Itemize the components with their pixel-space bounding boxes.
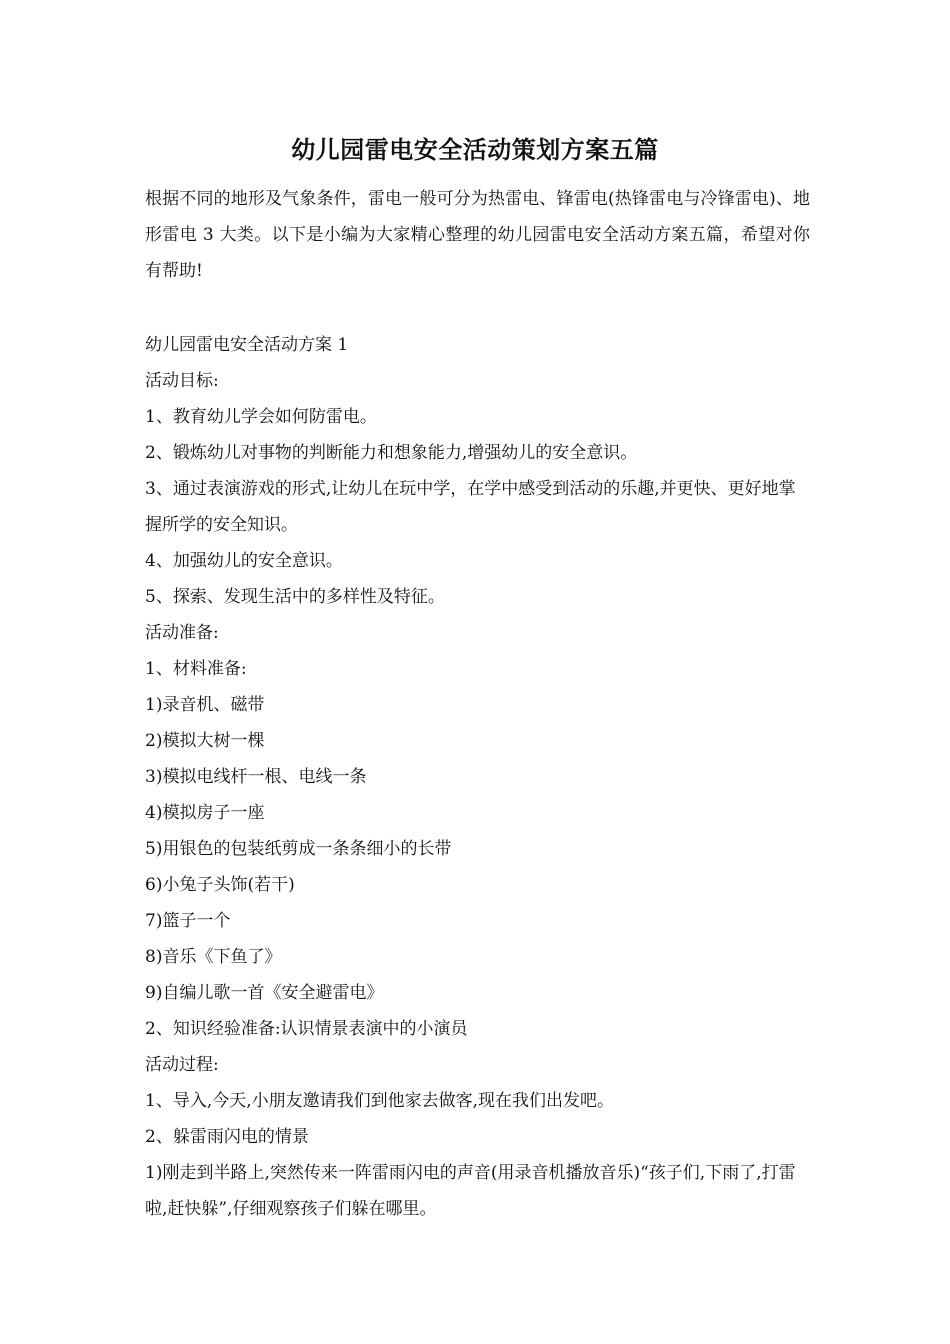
list-item: 8)音乐《下鱼了》 bbox=[145, 947, 282, 967]
list-item: 2、知识经验准备:认识情景表演中的小演员 bbox=[145, 1019, 468, 1039]
list-item: 2、躲雷雨闪电的情景 bbox=[145, 1127, 309, 1147]
list-item: 1、导入,今天,小朋友邀请我们到他家去做客,现在我们出发吧。 bbox=[145, 1091, 615, 1111]
list-item: 4、加强幼儿的安全意识。 bbox=[145, 551, 343, 571]
section-heading: 幼儿园雷电安全活动方案 1 bbox=[145, 335, 349, 355]
list-item: 7)篮子一个 bbox=[145, 911, 231, 931]
list-item: 6)小兔子头饰(若干) bbox=[145, 875, 295, 895]
list-item: 1)刚走到半路上,突然传来一阵雷雨闪电的声音(用录音机播放音乐)“孩子们,下雨了,打雷啦,赶快躲”,仔细观察孩子们躲在哪里。 bbox=[145, 1163, 796, 1219]
list-item: 3、通过表演游戏的形式,让幼儿在玩中学，在学中感受到活动的乐趣,并更快、更好地掌握所学的安全知识。 bbox=[145, 479, 796, 535]
list-item: 1)录音机、磁带 bbox=[145, 695, 265, 715]
list-item: 5)用银色的包装纸剪成一条条细小的长带 bbox=[145, 839, 452, 859]
list-item: 3)模拟电线杆一根、电线一条 bbox=[145, 767, 367, 787]
list-item: 5、探索、发现生活中的多样性及特征。 bbox=[145, 587, 445, 607]
intro-paragraph: 根据不同的地形及气象条件，雷电一般可分为热雷电、锋雷电(热锋雷电与冷锋雷电)、地形雷电 3 大类。以下是小编为大家精心整理的幼儿园雷电安全活动方案五篇，希望对你有帮助! bbox=[145, 189, 810, 281]
list-item: 4)模拟房子一座 bbox=[145, 803, 265, 823]
document-title: 幼儿园雷电安全活动策划方案五篇 bbox=[291, 135, 659, 164]
list-item: 1、材料准备: bbox=[145, 659, 247, 679]
subheading-preparation: 活动准备: bbox=[145, 623, 219, 643]
subheading-process: 活动过程: bbox=[145, 1055, 219, 1075]
list-item: 2)模拟大树一棵 bbox=[145, 731, 265, 751]
document-body bbox=[145, 327, 810, 1227]
list-item: 2、锻炼幼儿对事物的判断能力和想象能力,增强幼儿的安全意识。 bbox=[145, 443, 638, 463]
subheading-goals: 活动目标: bbox=[145, 371, 219, 391]
list-item: 1、教育幼儿学会如何防雷电。 bbox=[145, 407, 377, 427]
list-item: 9)自编儿歌一首《安全避雷电》 bbox=[145, 983, 384, 1003]
